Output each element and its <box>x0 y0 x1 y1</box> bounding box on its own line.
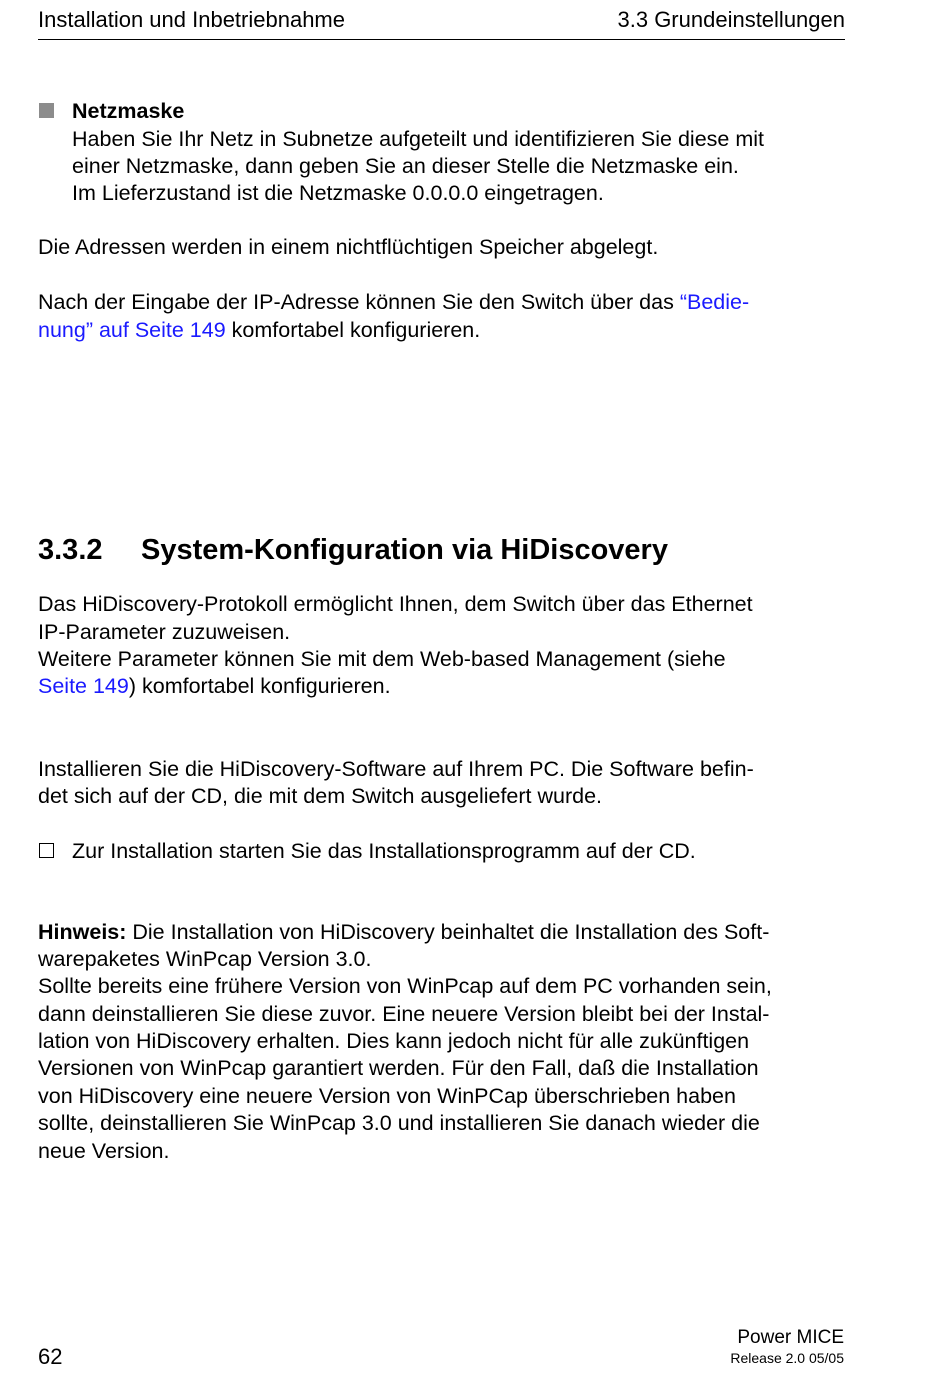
cross-reference-link[interactable]: nung” auf Seite 149 <box>38 318 226 342</box>
page-number: 62 <box>38 1344 63 1369</box>
note-line: Sollte bereits eine frühere Version von WinPcap auf dem PC vorhanden sein, <box>38 974 772 998</box>
note-line: sollte, deinstallieren Sie WinPcap 3.0 und installieren Sie danach wieder die <box>38 1111 760 1135</box>
note-text: Die Installation von HiDiscovery beinhaltet die Installation des Soft- <box>126 920 770 944</box>
hidisc-paragraph-text: ) komfortabel konfigurieren. <box>128 674 391 698</box>
note-line: Versionen von WinPcap garantiert werden. Für den Fall, daß die Installation <box>38 1056 759 1080</box>
footer-release: Release 2.0 05/05 <box>730 1350 844 1366</box>
netzmaske-line: Im Lieferzustand ist die Netzmaske 0.0.0.0 eingetragen. <box>72 181 604 205</box>
note-line: lation von HiDiscovery erhalten. Dies kann jedoch nicht für alle zukünftigen <box>38 1029 750 1053</box>
netzmaske-line: einer Netzmaske, dann geben Sie an dieser Stelle die Netzmaske ein. <box>72 154 739 178</box>
ip-paragraph-text: komfortabel konfigurieren. <box>225 318 481 342</box>
hidisc-paragraph-line: Das HiDiscovery-Protokoll ermöglicht Ihnen, dem Switch über das Ethernet <box>38 592 753 616</box>
note-line: neue Version. <box>38 1139 170 1163</box>
note-line: dann deinstallieren Sie diese zuvor. Eine neuere Version bleibt bei der Instal- <box>38 1002 770 1026</box>
ip-paragraph-line2 <box>38 317 480 344</box>
storage-paragraph: Die Adressen werden in einem nichtflüchtigen Speicher abgelegt. <box>38 235 659 259</box>
note-first-line <box>38 919 769 946</box>
running-header-right: 3.3 Grundeinstellungen <box>617 7 845 32</box>
step-checkbox-icon <box>39 843 54 858</box>
square-bullet-icon <box>39 103 54 118</box>
section-heading <box>38 532 668 568</box>
section-title: System-Konfiguration via HiDiscovery <box>141 534 668 566</box>
hidisc-paragraph-line: IP-Parameter zuzuweisen. <box>38 620 291 644</box>
ip-paragraph-line1 <box>38 289 749 316</box>
ip-paragraph-text: Nach der Eingabe der IP-Adresse können Sie den Switch über das <box>38 290 680 314</box>
running-header-left: Installation und Inbetriebnahme <box>38 7 345 32</box>
section-number: 3.3.2 <box>38 534 103 566</box>
netzmaske-title: Netzmaske <box>72 99 185 123</box>
cross-reference-link[interactable]: “Bedie- <box>679 290 750 314</box>
note-line: warepaketes WinPcap Version 3.0. <box>38 947 372 971</box>
install-paragraph-line: Installieren Sie die HiDiscovery-Software auf Ihrem PC. Die Software befin- <box>38 757 754 781</box>
note-label: Hinweis: <box>38 920 127 944</box>
netzmaske-line: Haben Sie Ihr Netz in Subnetze aufgeteilt und identifizieren Sie diese mit <box>72 127 764 151</box>
install-paragraph-line: det sich auf der CD, die mit dem Switch ausgeliefert wurde. <box>38 784 603 808</box>
header-rule <box>38 39 845 40</box>
install-step: Zur Installation starten Sie das Installationsprogramm auf der CD. <box>72 839 696 863</box>
hidisc-paragraph-line: Weitere Parameter können Sie mit dem Web-based Management (siehe <box>38 647 726 671</box>
note-line: von HiDiscovery eine neuere Version von WinPCap überschrieben haben <box>38 1084 736 1108</box>
hidisc-paragraph-line4 <box>38 673 391 700</box>
footer-product: Power MICE <box>737 1327 844 1348</box>
cross-reference-link[interactable]: Seite 149 <box>38 674 129 698</box>
